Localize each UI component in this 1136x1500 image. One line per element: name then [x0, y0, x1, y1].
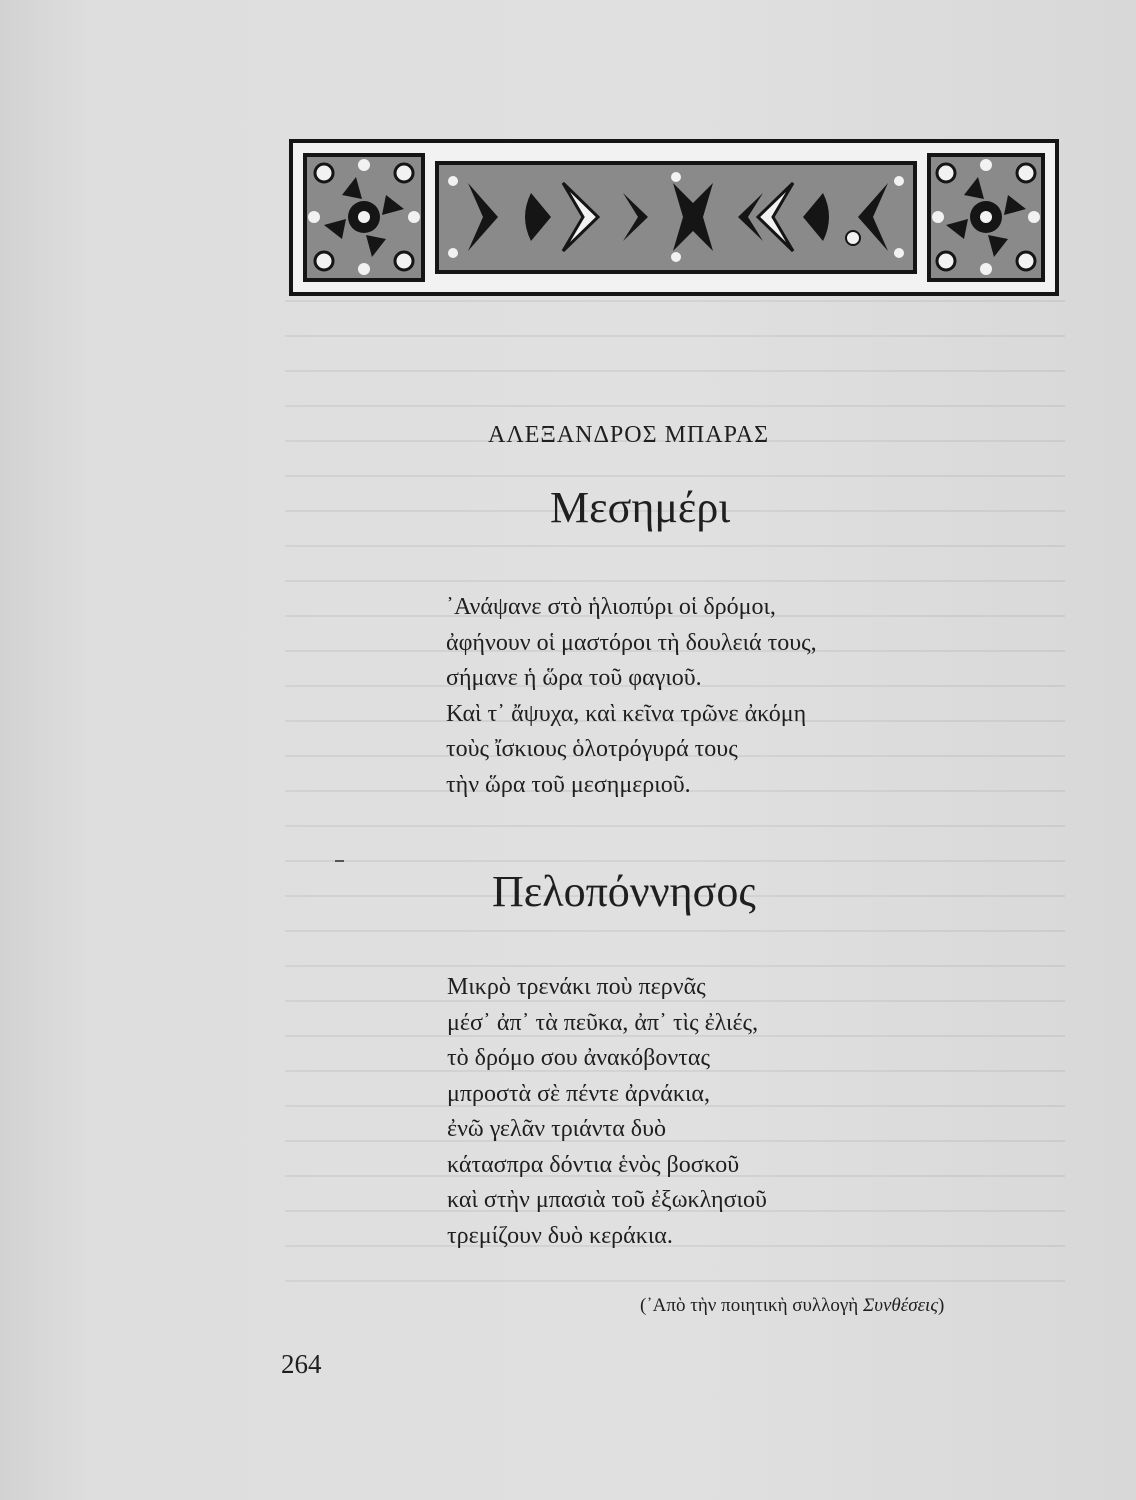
poem-line: καὶ στὴν μπασιὰ τοῦ ἐξωκλησιοῦ — [447, 1187, 767, 1213]
poem-line: τὴν ὥρα τοῦ μεσημεριοῦ. — [446, 771, 691, 798]
flower-tile-right-icon — [929, 155, 1043, 280]
poem-line: κάτασπρα δόντια ἑνὸς βοσκοῦ — [447, 1151, 740, 1178]
flower-tile-left-icon — [305, 155, 423, 280]
poem-line: τοὺς ἴσκιους ὁλοτρόγυρά τους — [446, 736, 738, 762]
poem-line: Καὶ τ᾿ ἄψυχα, καὶ κεῖνα τρῶνε ἀκόμη — [446, 700, 807, 727]
poem-body-mesimeri — [446, 590, 817, 803]
author-name: ΑΛΕΞΑΝΔΡΟΣ ΜΠΑΡΑΣ — [488, 422, 770, 448]
poem-line: τὸ δρόμο σου ἀνακόβοντας — [447, 1045, 710, 1071]
source-suffix: ) — [938, 1295, 945, 1316]
poem-title-peloponnisos: Πελοπόννησος — [492, 867, 756, 916]
poem-line: τρεμίζουν δυὸ κεράκια. — [447, 1222, 673, 1249]
poem-body-peloponnisos — [447, 970, 767, 1254]
decorative-header-band — [289, 139, 1059, 296]
source-book-title: Συνθέσεις — [862, 1295, 939, 1316]
poem-line: ἀφήνουν οἱ μαστόροι τὴ δουλειά τους, — [446, 629, 817, 656]
poem-line: ᾿Ανάψανε στὸ ἡλιοπύρι οἱ δρόμοι, — [446, 594, 776, 620]
stray-mark — [335, 860, 344, 862]
tulip-band-icon — [437, 163, 915, 272]
page-number: 264 — [281, 1349, 322, 1379]
poem-line: Μικρὸ τρενάκι ποὺ περνᾶς — [447, 974, 706, 1000]
poem-title-mesimeri: Μεσημέρι — [550, 483, 731, 532]
source-prefix: (᾿Απὸ τὴν ποιητικὴ συλλογὴ — [640, 1295, 863, 1316]
poem-line: μπροστὰ σὲ πέντε ἀρνάκια, — [447, 1080, 711, 1107]
poem-line: ἐνῶ γελᾶν τριάντα δυὸ — [447, 1116, 666, 1142]
source-citation — [640, 1295, 944, 1317]
poem-line: μέσ᾿ ἀπ᾿ τὰ πεῦκα, ἀπ᾿ τὶς ἐλιές, — [447, 1009, 759, 1036]
poem-line: σήμανε ἡ ὥρα τοῦ φαγιοῦ. — [446, 665, 702, 691]
